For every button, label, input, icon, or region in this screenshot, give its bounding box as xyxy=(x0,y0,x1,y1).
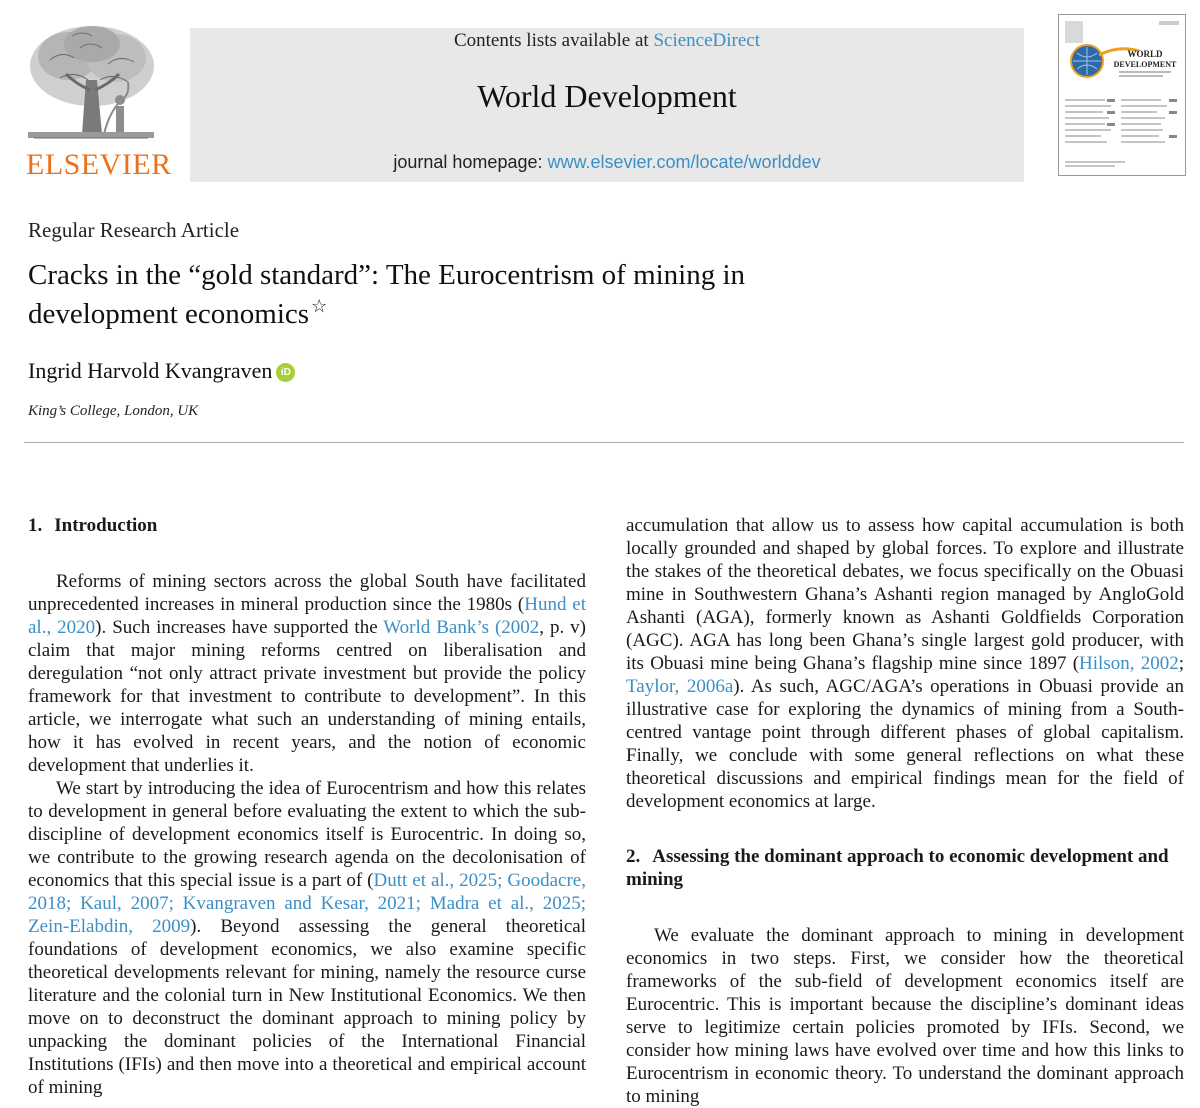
section-number: 2. xyxy=(626,846,641,867)
author-name[interactable]: Ingrid Harvold Kvangraven xyxy=(28,358,273,383)
journal-homepage-link[interactable]: www.elsevier.com/locate/worlddev xyxy=(547,152,821,172)
cover-title-line2: DEVELOPMENT xyxy=(1113,60,1177,69)
journal-info-band xyxy=(190,28,1024,182)
paragraph-text: ). Beyond assessing the general theoretical foundations of development economics, we also examine specific theoretical developments relevant for mining, namely the resource curse literature and the colonial turn in New Institutional Economics. We then move on to deconstruct the dominant approach to mining policy by unpacking the dominant policies of the International Financial Institutions (IFIs) and then move into a theoretical and empirical account of mining xyxy=(28,916,586,1098)
author-affiliation: King’s College, London, UK xyxy=(28,403,199,419)
body-column-right xyxy=(626,514,1184,1108)
article-title xyxy=(28,256,1168,334)
article-type-label: Regular Research Article xyxy=(28,218,240,242)
elsevier-tree-icon xyxy=(20,20,162,148)
citation-link[interactable]: Hilson, 2002 xyxy=(1079,653,1179,674)
section-title: Introduction xyxy=(54,515,158,536)
article-title-line-1: Cracks in the “gold standard”: The Eurocentrism of mining in xyxy=(28,259,746,291)
body-paragraph-4: We evaluate the dominant approach to mining in development economics in two steps. First, we consider how the theoretical frameworks of the sub-field of development economics itself are Eurocentric. This is important because the discipline’s dominant ideas serve to legitimize certain policies promoted by IFIs. Second, we consider how mining laws have evolved over time and how this links to Eurocentrism in economic theory. To understand the dominant approach to mining xyxy=(626,925,1184,1107)
body-paragraph-2 xyxy=(28,777,586,1099)
contents-available-line xyxy=(190,30,1024,52)
body-column-left xyxy=(28,514,586,1099)
paragraph-text: ). Such increases have supported the xyxy=(95,617,384,638)
section-heading-introduction xyxy=(28,514,586,537)
journal-homepage-line xyxy=(190,152,1024,173)
journal-cover-thumbnail[interactable] xyxy=(1058,14,1186,176)
cover-title-line1: WORLD xyxy=(1127,49,1163,59)
paragraph-text: We start by introducing the idea of Eurocentrism and how this relates to development in general before evaluating the extent to which the sub-discipline of development economics itself is Eurocentric. In doing so, we contribute to the growing research agenda on the decolonisation of economics that this special issue is a part of ( xyxy=(28,778,586,891)
article-title-line-2 xyxy=(28,295,1168,334)
spacer xyxy=(28,537,586,570)
homepage-prefix: journal homepage: xyxy=(393,152,548,172)
cover-image-icon xyxy=(1059,15,1185,175)
citation-link[interactable]: Hund et al., 2020 xyxy=(28,594,586,638)
paragraph-text: ). As such, AGC/AGA’s operations in Obuasi provide an illustrative case for exploring the dynamics of mining from a South-centred vantage point through different phases of global capitalism. Finally, we conclude with some general reflections on what these theoretical discussions and empirical findings mean for the field of development economics at large. xyxy=(626,676,1184,812)
body-paragraph-3 xyxy=(626,514,1184,813)
spacer xyxy=(626,891,1184,924)
sciencedirect-link[interactable]: ScienceDirect xyxy=(653,30,761,51)
paragraph-text: , p. v) claim that major mining reforms centred on liberalisation and deregulation “not only attract private investment but provide the policy framework for that investment to contribute to development”. In this article, we interrogate what such an understanding of mining entails, how it has evolved in recent years, and the notion of economic development that underlies it. xyxy=(28,617,587,776)
article-title-line-2-text: development economics xyxy=(28,298,310,330)
spacer xyxy=(626,813,1184,845)
citation-link[interactable]: Dutt et al., 2025; Goodacre, 2018; Kaul, 2007; Kvangraven and Kesar, 2021; Madra et al., 2025; Zein-Elabdin, 2009 xyxy=(28,870,586,937)
section-heading-dominant-approach xyxy=(626,845,1184,891)
elsevier-wordmark: ELSEVIER xyxy=(26,148,172,181)
journal-masthead xyxy=(0,0,1200,190)
elsevier-logo[interactable] xyxy=(20,20,172,181)
body-paragraph-1 xyxy=(28,570,586,777)
author-line xyxy=(28,358,295,384)
citation-link[interactable]: Taylor, 2006a xyxy=(626,676,734,697)
journal-title[interactable]: World Development xyxy=(477,78,737,114)
section-number: 1. xyxy=(28,515,43,536)
citation-link[interactable]: World Bank’s (2002 xyxy=(383,617,540,638)
section-title: Assessing the dominant approach to economic development and mining xyxy=(626,846,1169,890)
contents-prefix: Contents lists available at xyxy=(453,30,654,51)
paragraph-text: ; xyxy=(1178,653,1184,674)
orcid-icon[interactable]: iD xyxy=(276,363,295,382)
paragraph-text: Reforms of mining sectors across the global South have facilitated unprecedented increases in mineral production since the 1980s ( xyxy=(28,571,586,615)
paragraph-text: accumulation that allow us to assess how capital accumulation is both locally grounded and shaped by global forces. To explore and illustrate the stakes of the theoretical debates, we focus specifically on the Obuasi mine in Southwestern Ghana’s Ashanti region managed by AngloGold Ashanti (AGA), formerly known as Ashanti Goldfields Corporation (AGC). AGA has long been Ghana’s single largest gold producer, with its Obuasi mine being Ghana’s flagship mine since 1897 ( xyxy=(626,515,1184,674)
header-divider xyxy=(24,442,1184,443)
title-footnote-star-icon[interactable]: ☆ xyxy=(311,296,328,317)
